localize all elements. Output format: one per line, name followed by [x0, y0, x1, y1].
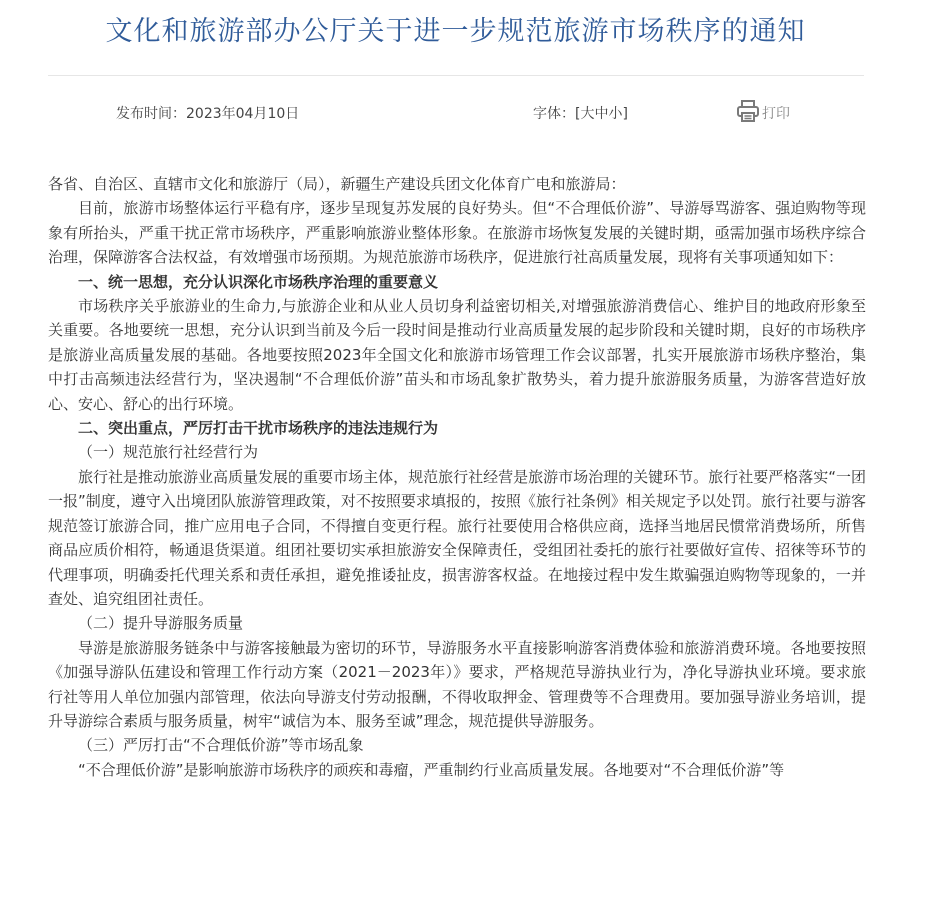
paragraph: 目前，旅游市场整体运行平稳有序，逐步呈现复苏发展的良好势头。但“不合理低价游”、导游辱骂游客、强迫购物等现象有所抬头，严重干扰正常市场秩序，严重影响旅游业整体形象。在旅游市场恢复发展的关键时期，亟需加强市场秩序综合治理，保障游客合法权益，有效增强市场预期。为规范旅游市场秩序，促进旅行社高质量发展，现将有关事项通知如下： — [48, 199, 866, 267]
paragraph: 市场秩序关乎旅游业的生命力,与旅游企业和从业人员切身利益密切相关,对增强旅游消费信心、维护目的地政府形象至关重要。各地要统一思想，充分认识到当前及今后一段时间是推动行业高质量发展的起步阶段和关键时期，良好的市场秩序是旅游业高质量发展的基础。各地要按照2023年全国文化和旅游市场管理工作会议部署，扎实开展旅游市场秩序整治，集中打击高频违法经营行为，坚决遏制“不合理低价游”苗头和市场乱象扩散势头，着力提升旅游服务质量，为游客营造好放心、安心、舒心的出行环境。 — [48, 297, 866, 413]
article-meta — [0, 100, 941, 126]
article-body — [48, 172, 866, 782]
paragraph: 导游是旅游服务链条中与游客接触最为密切的环节，导游服务水平直接影响游客消费体验和旅游消费环境。各地要按照《加强导游队伍建设和管理工作行动方案（2021－2023年）》要求，严格规范导游执业行为，净化导游执业环境。要求旅行社等用人单位加强内部管理，依法向导游支付劳动报酬，不得收取押金、管理费等不合理费用。要加强导游业务培训，提升导游综合素质与服务质量，树牢“诚信为本、服务至诚”理念，规范提供导游服务。 — [48, 638, 866, 730]
section-heading: 二、突出重点，严厉打击干扰市场秩序的违法违规行为 — [78, 419, 439, 438]
printer-icon — [736, 99, 760, 127]
print-label: 打印 — [762, 106, 790, 122]
section-heading: 一、统一思想，充分认识深化市场秩序治理的重要意义 — [78, 272, 439, 291]
subsection-heading: （三）严厉打击“不合理低价游”等市场乱象 — [78, 736, 364, 755]
subsection-heading: （二）提升导游服务质量 — [78, 614, 244, 633]
publish-date: 发布时间：2023年04月10日 — [116, 106, 300, 122]
subsection-heading: （一）规范旅行社经营行为 — [78, 443, 259, 462]
print-button[interactable] — [736, 100, 790, 126]
title-divider — [48, 75, 864, 76]
paragraph: 旅行社是推动旅游业高质量发展的重要市场主体，规范旅行社经营是旅游市场治理的关键环节。旅行社要严格落实“一团一报”制度，遵守入出境团队旅游管理政策，对不按照要求填报的，按照《旅行社条例》相关规定予以处罚。旅行社要与游客规范签订旅游合同，推广应用电子合同，不得擅自变更行程。旅行社要使用合格供应商，选择当地居民惯常消费场所，所售商品应质价相符，畅通退货渠道。组团社要切实承担旅游安全保障责任，受组团社委托的旅行社要做好宣传、招徕等环节的代理事项，明确委托代理关系和责任承担，避免推诿扯皮，损害游客权益。在地接过程中发生欺骗强迫购物等现象的，一并查处、追究组团社责任。 — [48, 467, 866, 608]
salutation: 各省、自治区、直辖市文化和旅游厅（局），新疆生产建设兵团文化体育广电和旅游局： — [48, 175, 626, 193]
font-size-selector[interactable]: 字体：[大中小] — [533, 106, 628, 122]
paragraph: “不合理低价游”是影响旅游市场秩序的顽疾和毒瘤，严重制约行业高质量发展。各地要对“不合理低价游”等 — [78, 760, 785, 779]
page-title: 文化和旅游部办公厅关于进一步规范旅游市场秩序的通知 — [105, 16, 806, 47]
